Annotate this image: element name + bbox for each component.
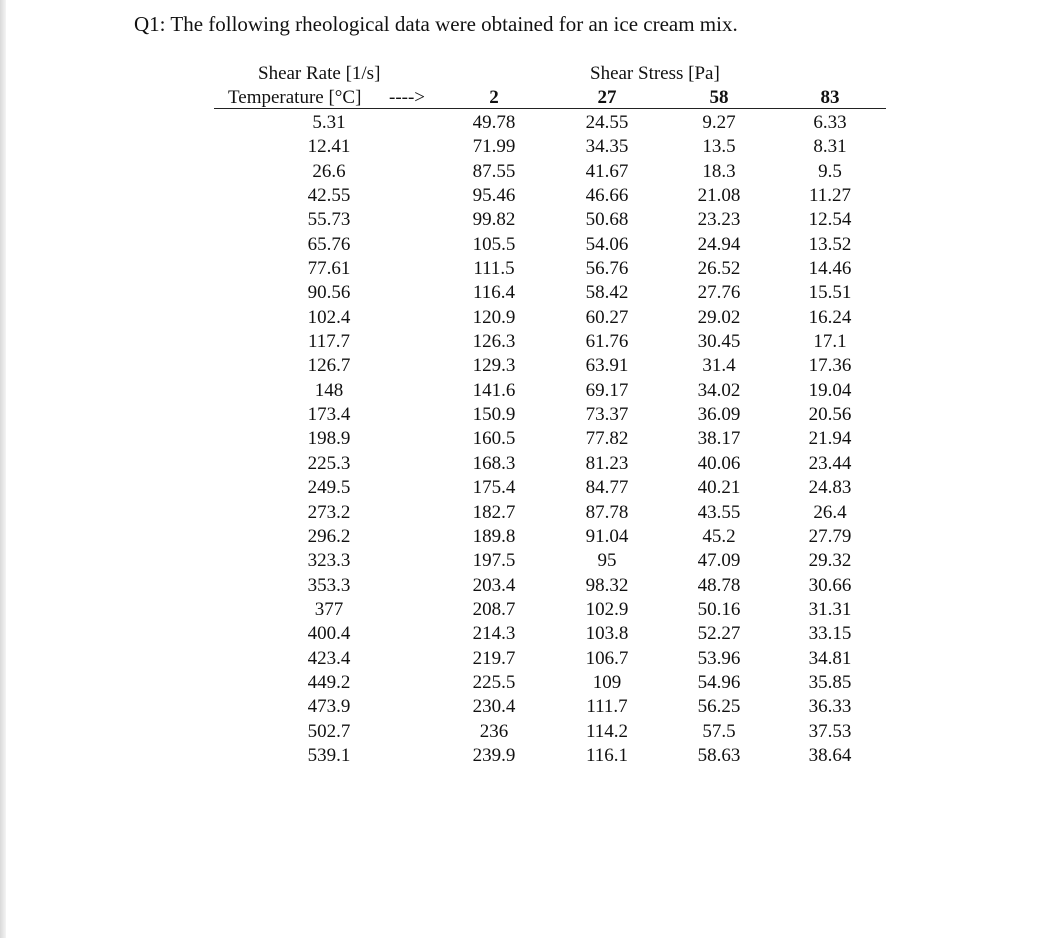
stress-27c-cell: 114.2 (585, 720, 629, 742)
shear-rate-cell: 296.2 (307, 525, 351, 547)
shear-rate-header: Shear Rate [1/s] (258, 63, 381, 84)
stress-58c-cell: 57.5 (702, 720, 736, 742)
stress-58c-cell: 30.45 (697, 331, 741, 353)
table-row (0, 257, 1057, 281)
shear-rate-cell: 423.4 (307, 647, 351, 669)
stress-83c-cell: 14.46 (808, 258, 852, 280)
stress-58c-cell: 52.27 (697, 623, 741, 645)
stress-83c-cell: 29.32 (808, 550, 852, 572)
table-row (0, 160, 1057, 184)
stress-2c-cell: 182.7 (472, 501, 516, 523)
shear-rate-cell: 225.3 (307, 452, 351, 474)
shear-rate-cell: 5.31 (312, 112, 346, 133)
stress-2c-cell: 95.46 (472, 185, 516, 207)
stress-27c-cell: 91.04 (585, 525, 629, 547)
stress-2c-cell: 214.3 (472, 623, 516, 645)
stress-2c-cell: 160.5 (472, 428, 516, 450)
stress-58c-cell: 13.5 (702, 136, 736, 158)
stress-2c-cell: 208.7 (472, 598, 516, 620)
shear-rate-cell: 55.73 (307, 209, 351, 231)
stress-2c-cell: 219.7 (472, 647, 516, 669)
stress-58c-cell: 27.76 (697, 282, 741, 304)
shear-rate-cell: 173.4 (307, 404, 351, 426)
stress-83c-cell: 9.5 (818, 160, 842, 182)
stress-2c-cell: 99.82 (472, 209, 516, 231)
stress-83c-cell: 27.79 (808, 525, 852, 547)
table-row (0, 622, 1057, 646)
stress-58c-cell: 18.3 (702, 160, 736, 182)
stress-58c-cell: 34.02 (697, 379, 741, 401)
temperature-value: 27 (597, 87, 617, 108)
stress-58c-cell: 58.63 (697, 744, 741, 766)
stress-2c-cell: 49.78 (472, 112, 516, 133)
stress-83c-cell: 24.83 (808, 477, 852, 499)
stress-27c-cell: 61.76 (585, 331, 629, 353)
stress-27c-cell: 73.37 (585, 404, 629, 426)
stress-27c-cell: 84.77 (585, 477, 629, 499)
stress-2c-cell: 230.4 (472, 696, 516, 718)
shear-rate-cell: 449.2 (307, 671, 351, 693)
table-row (0, 233, 1057, 257)
shear-rate-cell: 502.7 (307, 720, 351, 742)
table-row (0, 281, 1057, 305)
stress-83c-cell: 34.81 (808, 647, 852, 669)
stress-83c-cell: 6.33 (813, 112, 847, 133)
table-row (0, 647, 1057, 671)
stress-83c-cell: 19.04 (808, 379, 852, 401)
stress-58c-cell: 36.09 (697, 404, 741, 426)
stress-2c-cell: 197.5 (472, 550, 516, 572)
stress-83c-cell: 20.56 (808, 404, 852, 426)
stress-83c-cell: 21.94 (808, 428, 852, 450)
temperature-value: 83 (820, 87, 840, 108)
stress-27c-cell: 103.8 (585, 623, 629, 645)
shear-rate-cell: 90.56 (307, 282, 351, 304)
stress-83c-cell: 8.31 (813, 136, 847, 158)
table-row (0, 354, 1057, 378)
stress-83c-cell: 33.15 (808, 623, 852, 645)
stress-83c-cell: 38.64 (808, 744, 852, 766)
stress-27c-cell: 106.7 (585, 647, 629, 669)
stress-58c-cell: 9.27 (702, 112, 736, 133)
shear-rate-cell: 148 (314, 379, 344, 401)
stress-83c-cell: 11.27 (808, 185, 852, 207)
stress-2c-cell: 126.3 (472, 331, 516, 353)
stress-83c-cell: 30.66 (808, 574, 852, 596)
arrow-indicator: ----> (389, 87, 426, 108)
stress-83c-cell: 26.4 (813, 501, 847, 523)
stress-27c-cell: 46.66 (585, 185, 629, 207)
table-row (0, 427, 1057, 451)
stress-2c-cell: 120.9 (472, 306, 516, 328)
stress-58c-cell: 53.96 (697, 647, 741, 669)
stress-83c-cell: 37.53 (808, 720, 852, 742)
table-row (0, 452, 1057, 476)
stress-27c-cell: 109 (592, 671, 622, 693)
shear-rate-cell: 12.41 (307, 136, 351, 158)
table-row (0, 744, 1057, 768)
stress-2c-cell: 150.9 (472, 404, 516, 426)
table-row (0, 695, 1057, 719)
stress-2c-cell: 203.4 (472, 574, 516, 596)
shear-rate-cell: 77.61 (307, 258, 351, 280)
stress-83c-cell: 12.54 (808, 209, 852, 231)
temperature-value: 58 (709, 87, 729, 108)
table-row (0, 208, 1057, 232)
stress-58c-cell: 50.16 (697, 598, 741, 620)
table-row (0, 135, 1057, 159)
stress-83c-cell: 16.24 (808, 306, 852, 328)
stress-2c-cell: 141.6 (472, 379, 516, 401)
shear-stress-header: Shear Stress [Pa] (590, 63, 720, 84)
stress-58c-cell: 43.55 (697, 501, 741, 523)
stress-27c-cell: 81.23 (585, 452, 629, 474)
stress-58c-cell: 24.94 (697, 233, 741, 255)
shear-rate-cell: 323.3 (307, 550, 351, 572)
temperature-value: 2 (489, 87, 499, 108)
shear-rate-cell: 249.5 (307, 477, 351, 499)
stress-27c-cell: 102.9 (585, 598, 629, 620)
stress-27c-cell: 116.1 (585, 744, 629, 766)
stress-2c-cell: 71.99 (472, 136, 516, 158)
stress-2c-cell: 225.5 (472, 671, 516, 693)
stress-2c-cell: 111.5 (473, 258, 515, 280)
stress-83c-cell: 35.85 (808, 671, 852, 693)
shear-rate-cell: 539.1 (307, 744, 351, 766)
stress-27c-cell: 56.76 (585, 258, 629, 280)
stress-58c-cell: 26.52 (697, 258, 741, 280)
stress-27c-cell: 58.42 (585, 282, 629, 304)
stress-83c-cell: 17.1 (813, 331, 847, 353)
shear-rate-cell: 473.9 (307, 696, 351, 718)
question-text: Q1: The following rheological data were obtained for an ice cream mix. (134, 12, 738, 36)
stress-27c-cell: 87.78 (585, 501, 629, 523)
stress-2c-cell: 189.8 (472, 525, 516, 547)
temperature-header: Temperature [°C] (228, 87, 362, 108)
stress-83c-cell: 36.33 (808, 696, 852, 718)
stress-27c-cell: 69.17 (585, 379, 629, 401)
stress-58c-cell: 45.2 (702, 525, 736, 547)
table-row (0, 111, 1057, 135)
stress-2c-cell: 239.9 (472, 744, 516, 766)
stress-2c-cell: 87.55 (472, 160, 516, 182)
table-row (0, 549, 1057, 573)
shear-rate-cell: 400.4 (307, 623, 351, 645)
shear-rate-cell: 26.6 (312, 160, 346, 182)
stress-2c-cell: 168.3 (472, 452, 516, 474)
stress-58c-cell: 48.78 (697, 574, 741, 596)
shear-rate-cell: 117.7 (307, 331, 351, 353)
table-row (0, 720, 1057, 744)
stress-27c-cell: 111.7 (586, 696, 628, 718)
temperature-row (0, 87, 1057, 109)
table-row (0, 598, 1057, 622)
shear-rate-cell: 353.3 (307, 574, 351, 596)
shear-rate-cell: 273.2 (307, 501, 351, 523)
stress-2c-cell: 116.4 (472, 282, 516, 304)
stress-83c-cell: 23.44 (808, 452, 852, 474)
stress-2c-cell: 129.3 (472, 355, 516, 377)
stress-83c-cell: 17.36 (808, 355, 852, 377)
stress-58c-cell: 21.08 (697, 185, 741, 207)
table-row (0, 525, 1057, 549)
stress-27c-cell: 60.27 (585, 306, 629, 328)
shear-rate-cell: 377 (314, 598, 344, 620)
shear-rate-cell: 126.7 (307, 355, 351, 377)
stress-2c-cell: 105.5 (472, 233, 516, 255)
shear-rate-cell: 42.55 (307, 185, 351, 207)
stress-27c-cell: 77.82 (585, 428, 629, 450)
stress-27c-cell: 41.67 (585, 160, 629, 182)
stress-27c-cell: 63.91 (585, 355, 629, 377)
stress-83c-cell: 15.51 (808, 282, 852, 304)
table-body (0, 111, 1057, 768)
stress-58c-cell: 54.96 (697, 671, 741, 693)
table-row (0, 379, 1057, 403)
table-row (0, 403, 1057, 427)
stress-58c-cell: 47.09 (697, 550, 741, 572)
header-divider (214, 108, 886, 109)
table-row (0, 306, 1057, 330)
stress-58c-cell: 40.06 (697, 452, 741, 474)
table-row (0, 476, 1057, 500)
shear-rate-cell: 198.9 (307, 428, 351, 450)
stress-2c-cell: 175.4 (472, 477, 516, 499)
stress-27c-cell: 24.55 (585, 112, 629, 133)
table-row (0, 671, 1057, 695)
stress-27c-cell: 34.35 (585, 136, 629, 158)
stress-58c-cell: 23.23 (697, 209, 741, 231)
stress-27c-cell: 50.68 (585, 209, 629, 231)
stress-27c-cell: 98.32 (585, 574, 629, 596)
stress-58c-cell: 29.02 (697, 306, 741, 328)
stress-83c-cell: 13.52 (808, 233, 852, 255)
table-row (0, 501, 1057, 525)
shear-rate-cell: 102.4 (307, 306, 351, 328)
stress-58c-cell: 40.21 (697, 477, 741, 499)
stress-58c-cell: 38.17 (697, 428, 741, 450)
stress-27c-cell: 95 (597, 550, 617, 572)
shear-rate-cell: 65.76 (307, 233, 351, 255)
table-row (0, 184, 1057, 208)
table-row (0, 330, 1057, 354)
stress-83c-cell: 31.31 (808, 598, 852, 620)
stress-58c-cell: 56.25 (697, 696, 741, 718)
table-row (0, 574, 1057, 598)
stress-58c-cell: 31.4 (702, 355, 736, 377)
stress-2c-cell: 236 (479, 720, 509, 742)
stress-27c-cell: 54.06 (585, 233, 629, 255)
